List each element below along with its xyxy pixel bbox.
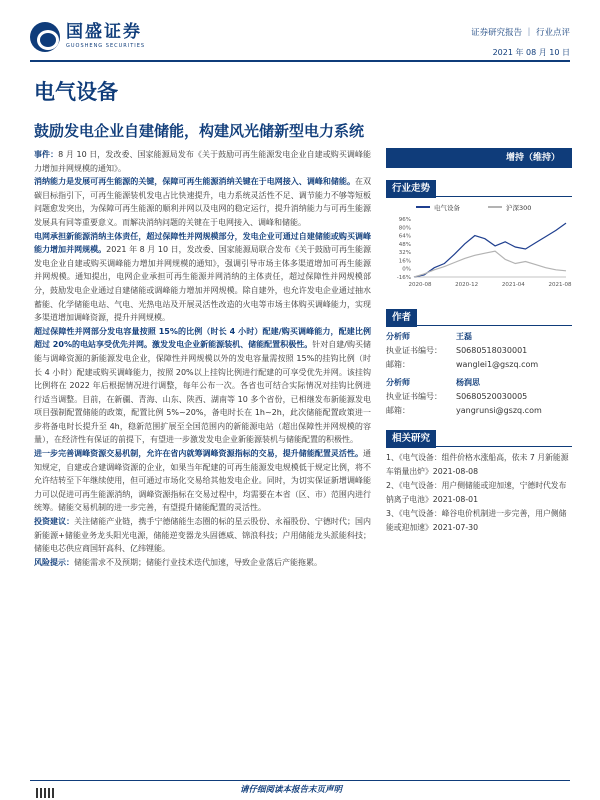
email-link[interactable]: yangrunsi@gszq.com bbox=[456, 406, 542, 415]
page-header bbox=[0, 0, 600, 62]
trend-title: 行业走势 bbox=[386, 180, 436, 198]
footer-disclaimer: 请仔细阅读本报告末页声明 bbox=[240, 785, 343, 795]
analyst-name: 杨润思 bbox=[456, 378, 480, 387]
x-tick-label: 2020-08 bbox=[408, 282, 432, 288]
y-tick-label: 48% bbox=[398, 241, 411, 248]
cert-label: 执业证书编号： bbox=[386, 346, 442, 355]
header-divider bbox=[30, 60, 570, 62]
legend-label: 沪深300 bbox=[506, 204, 532, 212]
p4-text: 针对自建/购买储能与调峰资源的新能源发电企业，保障性并网规模以外的发电容量需按照 15%的挂钩比例（时长 4 小时）配建或购买调峰能力，按照 20%以上挂钩比例进行配建的可享受优先并网。该挂钩比例将在 2022 年后根据情况进行调整，每年公布一次。各省也可结合实际情况对挂钩比例进行适当调整。目前，在新疆、青海、山东、陕西、湖南等 10 多个省份，已相继发布新能源发电项目强制配置储能的政策，配置比例 5%~20%，备电时长在 1h~2h，此次储能配置政策进一步将备电时长提升至 4h，稳新范围扩展至全国范围内的新能源电站（超出保障性并网规模的容量），在经济性有保证的前提下，有望进一步激发发电企业新能源装机与储能配置的积极性。 bbox=[34, 340, 371, 445]
analyst-role: 分析师 bbox=[386, 378, 410, 387]
analyst-name: 王磊 bbox=[456, 332, 472, 341]
logo-name-cn: 国盛证券 bbox=[66, 22, 142, 42]
related-list bbox=[386, 451, 572, 535]
paragraph-invest bbox=[34, 515, 371, 556]
invest-text: 关注储能产业链，携手宁德储能生态圈的标的星云股份、永福股份、宁德时代；国内新能源+储能业务龙头阳光电源，储能逆变器龙头固德威、锦浪科技；户用储能龙头派能科技；储能电芯供应商国轩高科、亿纬锂能。 bbox=[34, 517, 371, 554]
author-title: 作者 bbox=[386, 309, 417, 327]
email-link[interactable]: wanglei1@gszq.com bbox=[456, 360, 539, 369]
paragraph-5 bbox=[34, 447, 371, 515]
footer-divider bbox=[30, 780, 570, 781]
invest-label: 投资建议： bbox=[34, 517, 75, 527]
p5-bold: 进一步完善调峰资源交易机制，允许在省内就筹调峰资源指标的交易，提升储能配置灵活性。 bbox=[34, 449, 363, 459]
p5-text: 通知规定，自建或合建调峰资源的企业，如果当年配建的可再生能源发电规模低于规定比例，将不允许结转至下年继续使用，但可通过市场化交易给其他发电企业。同时，为切实保证新增调峰能力可以促进可再生能源消纳，调峰资源指标在交易过程中，均需要在本省（区、市）范围内进行统筹。储能交易机制的进一步完善，有望提升储能配置的灵活性。 bbox=[34, 449, 371, 513]
x-tick-label: 2020-12 bbox=[455, 282, 479, 288]
y-tick-label: 64% bbox=[398, 233, 411, 240]
report-headline: 鼓励发电企业自建储能，构建风光储新型电力系统 bbox=[34, 122, 365, 140]
y-tick-label: 16% bbox=[398, 258, 411, 265]
event-label: 事件： bbox=[34, 150, 59, 159]
series-line bbox=[414, 251, 566, 277]
paragraph-3 bbox=[34, 230, 371, 325]
x-tick-label: 2021-08 bbox=[548, 282, 572, 288]
cert-number: S0680520030005 bbox=[456, 392, 528, 401]
analyst-role: 分析师 bbox=[386, 332, 410, 341]
report-body bbox=[34, 148, 371, 569]
risk-label: 风险提示： bbox=[34, 557, 74, 567]
p3-text: 2021 年 8 月 10 日，发改委、国家能源局联合发布《关于鼓励可再生能源发电企业自建或购买调峰能力增加并网规模的通知》，强调引导市场主体多渠道增加可再生能源并网规模。通知提出，电网企业承担可再生能源并网消纳的主体责任，超过保障性并网规模部分，鼓励发电企业通过自建储能或调峰能力增加并网规模。除自建外，也允许发电企业通过抽水蓄能、化学储能电站、气电、光热电站及开展灵活性改造的火电等市场主体购买调峰能力，实现多渠道增加调峰资源，提升并网规模。 bbox=[34, 245, 372, 323]
related-item[interactable]: 1、《电气设备：组件价格水涨船高，依未 7 月新能源车销量出炉》2021-08-08 bbox=[386, 453, 569, 476]
rating-badge: 增持（维持） bbox=[386, 148, 572, 168]
analyst-2 bbox=[386, 376, 572, 418]
logo-mark-icon bbox=[30, 22, 60, 52]
report-date: 2021 年 08 月 10 日 bbox=[492, 48, 570, 57]
p2-text: 在双碳目标指引下，可再生能源装机发电占比快速提升，电力系统灵活性不足、调节能力不够等短板问题愈发突出，为保障可再生能源的顺利并网以及电网的稳定运行，提升消纳能力与可再生能源发展具有同等重要意义。而解决消纳问题的关键在于电网接入、调峰和储能。 bbox=[34, 177, 372, 227]
trend-section-title bbox=[386, 180, 572, 197]
paragraph-4 bbox=[34, 325, 371, 447]
cert-label: 执业证书编号： bbox=[386, 392, 442, 401]
related-title: 相关研究 bbox=[386, 430, 436, 448]
page-footer bbox=[0, 780, 600, 800]
email-label: 邮箱： bbox=[386, 360, 410, 369]
paragraph-event bbox=[34, 148, 371, 175]
x-tick-label: 2021-04 bbox=[501, 282, 525, 288]
y-tick-label: 96% bbox=[398, 217, 411, 223]
sidebar bbox=[386, 148, 572, 535]
related-item[interactable]: 3、《电气设备：峰谷电价机制进一步完善，用户侧储能或迎加速》2021-07-30 bbox=[386, 509, 567, 532]
logo-name-en: GUOSHENG SECURITIES bbox=[66, 43, 146, 49]
industry-title: 电气设备 bbox=[34, 80, 118, 104]
chart-svg bbox=[386, 201, 572, 297]
paragraph-2 bbox=[34, 175, 371, 229]
report-type: 证券研究报告 ｜ 行业点评 bbox=[471, 28, 570, 38]
company-logo bbox=[30, 22, 170, 52]
y-tick-label: 80% bbox=[398, 225, 411, 232]
p3-bold: 电网承担新能源消纳主体责任，超过保障性并网规模部分，发电企业可通过自建储能或购买调峰能力增加并网规模。 bbox=[34, 231, 371, 255]
related-section-title bbox=[386, 430, 572, 447]
y-tick-label: -16% bbox=[396, 275, 411, 281]
p4-bold: 超过保障性并网部分发电容量按照 15%的比例（时长 4 小时）配建/购买调峰能力，配建比例超过 20%的电站享受优先并网。激发发电企业新能源装机、储能配置积极性。 bbox=[34, 326, 371, 350]
p2-bold: 消纳能力是发展可再生能源的关键，保障可再生能源消纳关键在于电网接入、调峰和储能。 bbox=[34, 177, 355, 187]
risk-text: 储能需求不及预期；储能行业技术迭代加速，导致企业落后产能拖累。 bbox=[74, 557, 322, 567]
event-text: 8 月 10 日，发改委、国家能源局发布《关于鼓励可再生能源发电企业自建或购买调峰能力增加并网规模的通知》。 bbox=[34, 150, 371, 173]
paragraph-risk bbox=[34, 556, 371, 570]
email-label: 邮箱： bbox=[386, 406, 410, 415]
author-section-title bbox=[386, 309, 572, 326]
y-tick-label: 0% bbox=[402, 266, 411, 273]
cert-number: S0680518030001 bbox=[456, 346, 528, 355]
qr-code-icon bbox=[36, 788, 56, 798]
analyst-1 bbox=[386, 330, 572, 372]
industry-trend-chart bbox=[386, 201, 572, 297]
related-item[interactable]: 2、《电气设备：用户侧储能或迎加速，宁德时代发布钠离子电池》2021-08-01 bbox=[386, 481, 567, 504]
legend-label: 电气设备 bbox=[434, 204, 460, 212]
y-tick-label: 32% bbox=[398, 250, 411, 257]
